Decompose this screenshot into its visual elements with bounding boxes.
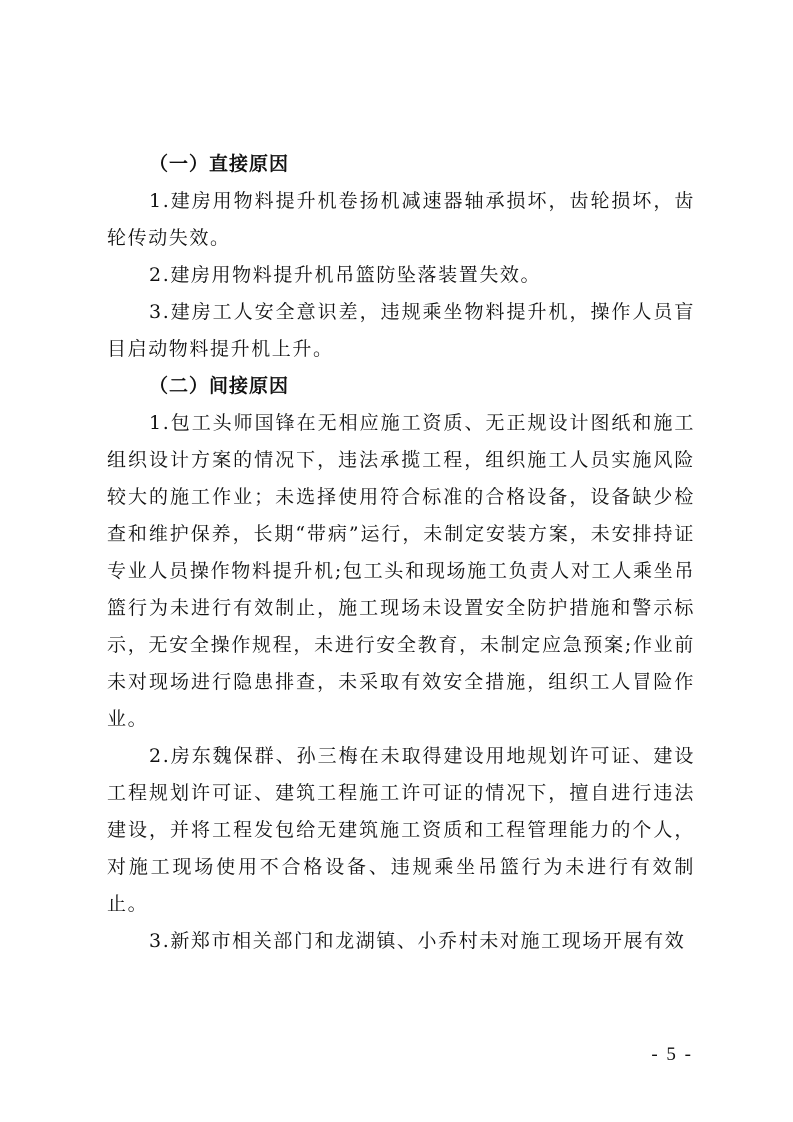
paragraph-direct-2: 2.建房用物料提升机吊篮防坠落装置失效。: [149, 264, 542, 286]
paragraph-direct-3: 3.建房工人安全意识差，违规乘坐物料提升机，操作人员盲目启动物料提升机上升。: [107, 301, 695, 360]
paragraph-indirect-1: 1.包工头师国锋在无相应施工资质、无正规设计图纸和施工组织设计方案的情况下，违法承揽工程，组织施工人员实施风险较大的施工作业；未选择使用符合标准的合格设备，设备缺少检查和维护保养，长期“带病”运行，未制定安装方案，未安排持证专业人员操作物料提升机;包工头和现场施工负责人对工人乘坐吊篮行为未进行有效制止，施工现场未设置安全防护措施和警示标示，无安全操作规程，未进行安全教育，未制定应急预案;作业前未对现场进行隐患排查，未采取有效安全措施，组织工人冒险作业。: [107, 412, 695, 730]
section-heading-indirect-causes: （二）间接原因: [149, 375, 290, 397]
section-heading-direct-causes: （一）直接原因: [149, 153, 290, 175]
paragraph-direct-1: 1.建房用物料提升机卷扬机减速器轴承损坏，齿轮损坏，齿轮传动失效。: [107, 190, 695, 249]
paragraph-indirect-2: 2.房东魏保群、孙三梅在未取得建设用地规划许可证、建设工程规划许可证、建筑工程施工许可证的情况下，擅自进行违法建设，并将工程发包给无建筑施工资质和工程管理能力的个人，对施工现场使用不合格设备、违规乘坐吊篮行为未进行有效制止。: [107, 745, 695, 915]
page-number: - 5 -: [651, 1044, 693, 1065]
paragraph-indirect-3: 3.新郑市相关部门和龙湖镇、小乔村未对施工现场开展有效: [149, 930, 686, 952]
document-body: [107, 146, 695, 960]
